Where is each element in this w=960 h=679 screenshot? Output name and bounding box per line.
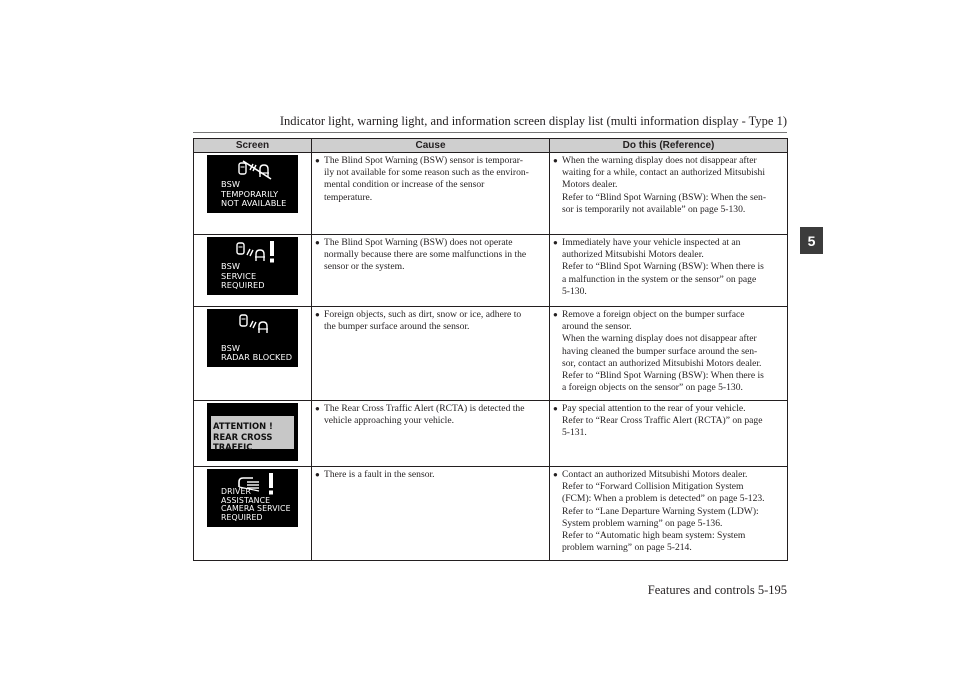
cause-item — [315, 309, 546, 333]
action-item — [553, 237, 784, 298]
bullet-icon: ● — [315, 470, 320, 479]
bullet-icon: ● — [553, 238, 558, 247]
cause-item — [315, 469, 546, 481]
display-screen-bsw-unavailable — [207, 155, 298, 213]
table-row — [194, 235, 788, 307]
bullet-icon: ● — [315, 156, 320, 165]
cause-text: The Blind Spot Warning (BSW) sensor is temporar- ily not available for some reason such as the environ- mental condition or increase of the sensor temperature. — [324, 155, 529, 203]
cause-item — [315, 237, 546, 274]
table-row — [194, 401, 788, 467]
cause-text: Foreign objects, such as dirt, snow or ice, adhere to the bumper surface around the sensor. — [324, 309, 522, 333]
display-screen-bsw-radar — [207, 309, 298, 367]
bullet-icon: ● — [315, 310, 320, 319]
bullet-icon: ● — [315, 404, 320, 413]
chapter-tab: 5 — [800, 227, 823, 254]
bullet-icon: ● — [553, 310, 558, 319]
action-text: Remove a foreign object on the bumper surface around the sensor. When the warning display does not disappear after having cleaned the bumper surface around the sen- sor, contact an authorized Mitsubishi Motors dealer. Refer to “Blind Spot Warning (BSW): When there is a foreign objects on the sensor” on page 5-130. — [562, 309, 764, 394]
bullet-icon: ● — [553, 404, 558, 413]
action-text: Contact an authorized Mitsubishi Motors dealer. Refer to “Forward Collision Mitigation System (FCM): When a problem is detected” on page 5-123. Refer to “Lane Departure Warning System (LDW): System problem warning” on page 5-136. Refer to “Automatic high beam system: System problem warning” on page 5-214. — [562, 469, 765, 554]
bsw-fault-icon — [234, 240, 280, 264]
column-header-action: Do this (Reference) — [550, 139, 788, 153]
action-text: Immediately have your vehicle inspected at an authorized Mitsubishi Motors dealer. Refer to “Blind Spot Warning (BSW): When there is a malfunction in the system or the sensor” on page 5-130. — [562, 237, 764, 297]
header-rule — [193, 132, 787, 133]
column-header-cause: Cause — [312, 139, 550, 153]
action-item — [553, 155, 784, 216]
cause-text: The Blind Spot Warning (BSW) does not operate normally because there are some malfunctions in the sensor or the system. — [324, 237, 527, 273]
display-screen-bsw-service — [207, 237, 298, 295]
column-header-screen: Screen — [194, 139, 312, 153]
bullet-icon: ● — [315, 238, 320, 247]
display-screen-text: BSW RADAR BLOCKED — [221, 342, 293, 362]
display-screen-text: ATTENTION ! REAR CROSS TRAFFIC — [213, 421, 273, 452]
page-footer: Features and controls 5-195 — [647, 583, 787, 597]
action-text: When the warning display does not disappear after waiting for a while, contact an authorized Mitsubishi Motors dealer. Refer to “Blind Spot Warning (BSW): When the sen- sor is temporarily not available” on page 5-130. — [562, 155, 767, 215]
table-row — [194, 307, 788, 401]
table-row — [194, 153, 788, 235]
display-screen-camera-service — [207, 469, 298, 527]
action-text: Pay special attention to the rear of your vehicle. Refer to “Rear Cross Traffic Alert (RCTA)” on page 5-131. — [562, 403, 763, 439]
cause-item — [315, 403, 546, 427]
cause-text: The Rear Cross Traffic Alert (RCTA) is detected the vehicle approaching your vehicle. — [324, 403, 525, 427]
display-screen-text: BSW TEMPORARILY NOT AVAILABLE — [221, 179, 287, 208]
action-item — [553, 469, 784, 554]
table-header-row — [194, 139, 788, 153]
bsw-unavailable-icon — [237, 159, 277, 181]
display-screen-rcta — [207, 403, 298, 461]
bullet-icon: ● — [553, 156, 558, 165]
display-screen-text: BSW SERVICE REQUIRED — [221, 261, 265, 290]
display-screen-text: DRIVER ASSISTANCE CAMERA SERVICE REQUIRED — [221, 486, 291, 523]
running-header: Indicator light, warning light, and information screen display list (multi information display - Type 1) — [279, 114, 787, 128]
cause-item — [315, 155, 546, 204]
table-row — [194, 467, 788, 561]
bsw-radar-icon — [237, 312, 275, 336]
action-item — [553, 309, 784, 394]
display-list-table — [193, 138, 788, 561]
action-item — [553, 403, 784, 440]
bullet-icon: ● — [553, 470, 558, 479]
cause-text: There is a fault in the sensor. — [324, 469, 435, 480]
